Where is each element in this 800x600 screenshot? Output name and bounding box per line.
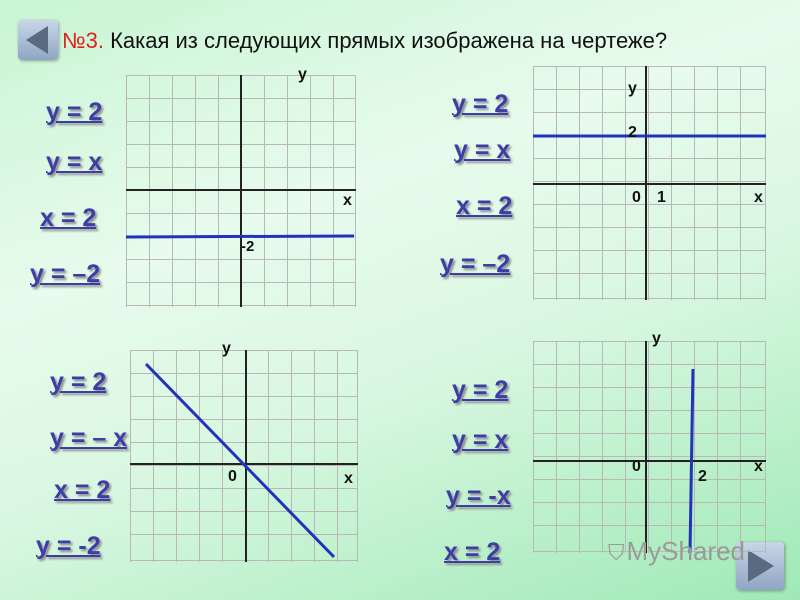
option-y-eq-2[interactable]: y = 2	[46, 98, 103, 126]
option-y-eq-x[interactable]: y = x	[452, 426, 509, 454]
coordinate-grid	[130, 350, 358, 562]
option-y-eq-minus-2[interactable]: y = –2	[30, 260, 101, 288]
option-x-eq-2[interactable]: x = 2	[444, 538, 501, 566]
option-y-eq-2[interactable]: y = 2	[452, 90, 509, 118]
y-axis-label: y	[298, 66, 307, 83]
option-y-eq-x[interactable]: y = x	[46, 148, 103, 176]
coordinate-grid	[533, 66, 766, 300]
back-button[interactable]	[18, 20, 58, 60]
origin-label: 0	[228, 468, 237, 485]
option-y-eq-minus-2[interactable]: y = –2	[440, 250, 511, 278]
plotted-line	[126, 236, 354, 237]
tick-label: -2	[241, 238, 255, 255]
graph-panel-3	[130, 350, 358, 562]
presentation-icon: ⛉	[608, 540, 625, 565]
option-y-eq-minus-2[interactable]: y = -2	[36, 532, 101, 560]
option-y-eq-2[interactable]: y = 2	[50, 368, 107, 396]
option-y-eq-minus-x[interactable]: y = -x	[446, 482, 511, 510]
logo-text: MyShared	[626, 536, 746, 566]
graph-panel-1	[126, 75, 356, 307]
x-axis-label: x	[344, 470, 353, 487]
option-x-eq-2[interactable]: x = 2	[54, 476, 111, 504]
tick-label-x: 1	[657, 189, 666, 206]
x-axis-label: x	[343, 192, 352, 209]
x-axis-label: x	[754, 189, 763, 206]
question-text: Какая из следующих прямых изображена на чертеже?	[110, 28, 668, 53]
origin-label: 0	[632, 458, 641, 475]
tick-label-y: 2	[628, 124, 637, 141]
y-axis-label: y	[652, 330, 661, 347]
option-y-eq-2[interactable]: y = 2	[452, 376, 509, 404]
graph-panel-2	[533, 66, 766, 300]
arrow-left-icon	[18, 20, 58, 60]
x-axis-label: x	[754, 458, 763, 475]
page-title	[62, 28, 667, 54]
option-x-eq-2[interactable]: x = 2	[456, 192, 513, 220]
myshared-logo	[608, 536, 745, 567]
coordinate-grid	[126, 75, 356, 307]
coordinate-grid	[533, 341, 766, 553]
graph-panel-4	[533, 341, 766, 553]
plotted-line	[146, 364, 334, 557]
tick-label-x: 2	[698, 468, 707, 485]
option-y-eq-x[interactable]: y = x	[454, 136, 511, 164]
option-x-eq-2[interactable]: x = 2	[40, 204, 97, 232]
task-number: №3.	[62, 28, 104, 53]
y-axis-label: y	[222, 340, 231, 357]
y-axis-label: y	[628, 80, 637, 97]
option-y-eq-minus-x[interactable]: y = – x	[50, 424, 128, 452]
origin-label: 0	[632, 189, 641, 206]
